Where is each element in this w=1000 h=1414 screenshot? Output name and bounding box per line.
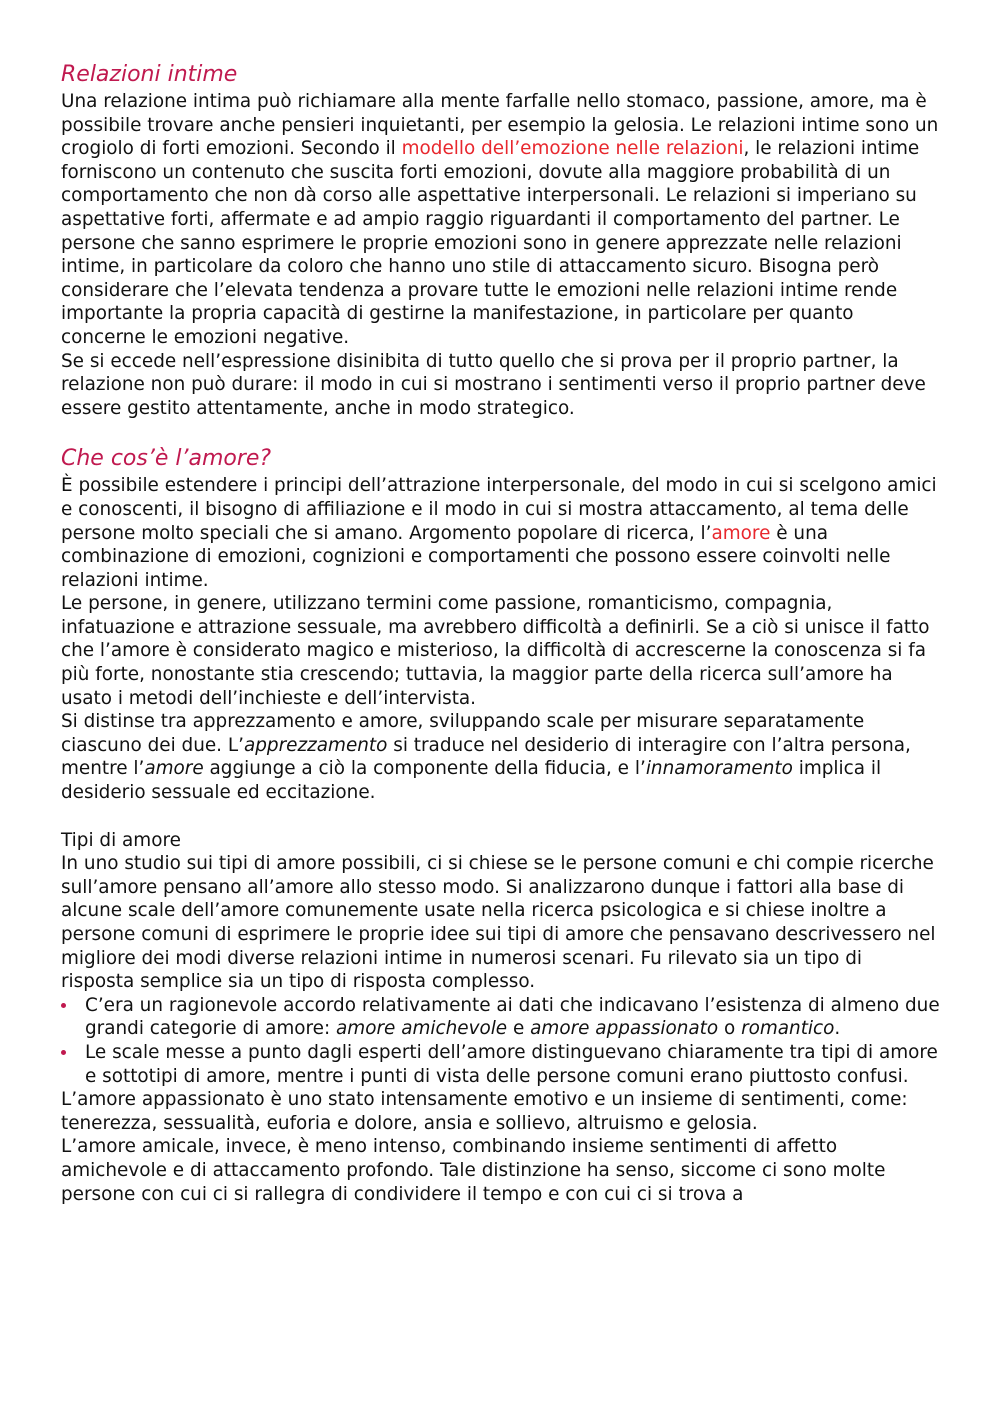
subheading-tipi-di-amore: Tipi di amore: [61, 829, 181, 851]
italic-innamoramento: innamoramento: [645, 758, 793, 780]
italic-amore: amore: [144, 758, 204, 780]
heading-che-cos-e-amore: Che cos’è l’amore?: [61, 446, 272, 472]
list-item: C’era un ragionevole accordo relativamente ai dati che indicavano l’esistenza di almeno due grandi categorie di amore: amore amichevole e amore appassionato o romantico.: [61, 994, 941, 1041]
paragraph-amore-2: Le persone, in genere, utilizzano termini come passione, romanticismo, compagnia, infatuazione e attrazione sessuale, ma avrebbero difficoltà a definirli. Se a ciò si unisce il fatto che l’amore è considerato magico e misterioso, la difficoltà di accrescerne la conoscenza si fa più forte, nonostante stia crescendo; tuttavia, la maggior parte della ricerca sull’amore ha usato i metodi dell’inchieste e dell’intervista.: [61, 593, 930, 709]
bullet-dot-icon: [61, 1050, 66, 1055]
paragraph-tipi-1: In uno studio sui tipi di amore possibili, ci si chiese se le persone comuni e chi compie ricerche sull’amore pensano all’amore allo stesso modo. Si analizzarono dunque i fattori alla base di alcune scale dell’amore comunemente usate nella ricerca psicologica e si chiese inoltre a persone comuni di esprimere le proprie idee sui tipi di amore che pensavano descrivessero nel migliore dei modi diverse relazioni intime in numerosi scenari. Fu rilevato sia un tipo di risposta semplice sia un tipo di risposta complesso.: [61, 853, 936, 993]
highlight-term-amore: amore: [711, 522, 771, 544]
bullet-list: [61, 994, 941, 1088]
paragraph-relazioni-intime-2: Se si eccede nell’espressione disinibita di tutto quello che si prova per il proprio partner, la relazione non può durare: il modo in cui si mostrano i sentimenti verso il proprio partner deve essere gestito attentamente, anche in modo strategico.: [61, 350, 926, 419]
highlight-term-modello-emozione: modello dell’emozione nelle relazioni: [401, 138, 744, 160]
bullet-dot-icon: [61, 1003, 66, 1008]
paragraph-tipi-2: L’amore appassionato è uno stato intensamente emotivo e un insieme di sentimenti, come: tenerezza, sessualità, euforia e dolore, ansia e sollievo, altruismo e gelosia.: [61, 1089, 908, 1134]
paragraph-tipi-3: L’amore amicale, invece, è meno intenso, combinando insieme sentimenti di affetto amichevole e di attaccamento profondo. Tale distinzione ha senso, siccome ci sono molte persone con cui ci si rallegra di condividere il tempo e con cui ci si trova a: [61, 1136, 886, 1205]
paragraph-relazioni-intime-1: Una relazione intima può richiamare alla mente farfalle nello stomaco, passione, amore, ma è possibile trovare anche pensieri inquietanti, per esempio la gelosia. Le relazioni intime sono un crogiolo di forti emozioni. Secondo il modello dell’emozione nelle relazioni, le relazioni intime forniscono un contenuto che suscita forti emozioni, dovute alla maggiore probabilità di un comportamento che non dà corso alle aspettative interpersonali. Le relazioni si imperiano su aspettative forti, affermate e ad ampio raggio riguardanti il comportamento del partner. Le persone che sanno esprimere le proprie emozioni sono in genere apprezzate nelle relazioni intime, in particolare da coloro che hanno uno stile di attaccamento sicuro. Bisogna però considerare che l’elevata tendenza a provare tutte le emozioni nelle relazioni intime rende importante la propria capacità di gestirne la manifestazione, in particolare per quanto concerne le emozioni negative.: [61, 91, 939, 348]
italic-apprezzamento: apprezzamento: [243, 734, 388, 756]
paragraph-amore-1: È possibile estendere i principi dell’attrazione interpersonale, del modo in cui si scelgono amici e conoscenti, il bisogno di affiliazione e il modo in cui si mostra attaccamento, al tema delle persone molto speciali che si amano. Argomento popolare di ricerca, l’amore è una combinazione di emozioni, cognizioni e comportamenti che possono essere coinvolti nelle relazioni intime.: [61, 475, 937, 591]
document-page: [61, 60, 941, 1206]
list-item: Le scale messe a punto dagli esperti dell’amore distinguevano chiaramente tra tipi di amore e sottotipi di amore, mentre i punti di vista delle persone comuni erano piuttosto confusi.: [61, 1041, 941, 1088]
heading-relazioni-intime: Relazioni intime: [61, 62, 238, 87]
paragraph-amore-3: Si distinse tra apprezzamento e amore, sviluppando scale per misurare separatamente ciascuno dei due. L’apprezzamento si traduce nel desiderio di interagire con l’altra persona, mentre l’amore aggiunge a ciò la componente della fiducia, e l’innamoramento implica il desiderio sessuale ed eccitazione.: [61, 711, 911, 804]
